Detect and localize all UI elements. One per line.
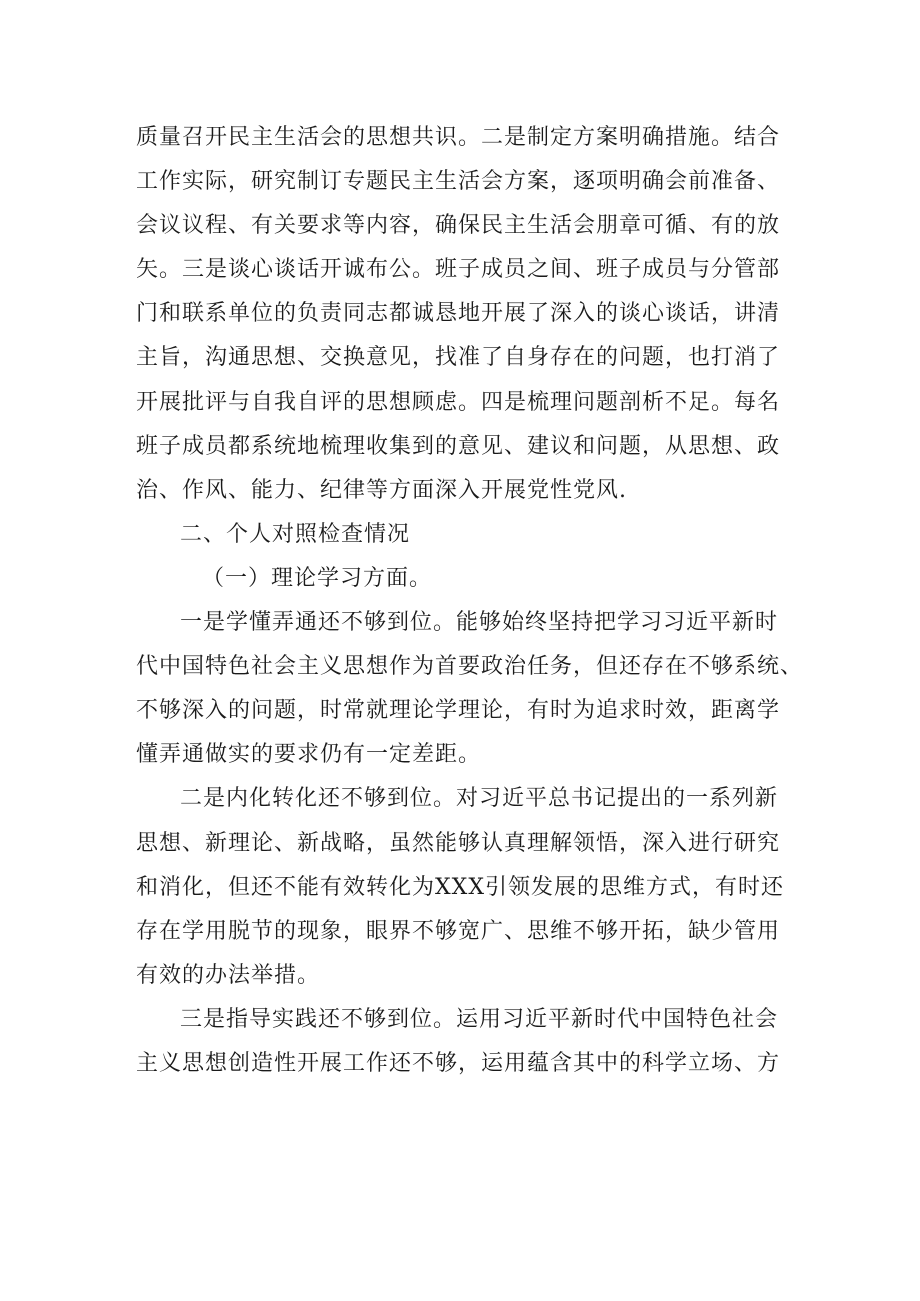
text-line: 代中国特色社会主义思想作为首要政治任务，但还存在不够系统、 — [136, 654, 804, 680]
text-line: 三是指导实践还不够到位。运用习近平新时代中国特色社会 — [180, 1006, 779, 1032]
text-line: 不够深入的问题，时常就理论学理论，有时为追求时效，距离学 — [136, 698, 781, 724]
paragraph-body — [136, 998, 796, 1086]
paragraph-body — [136, 601, 804, 777]
text-line: 有效的办法举措。 — [136, 962, 321, 988]
text-line: 班子成员都系统地梳理收集到的意见、建议和问题，从思想、政 — [136, 433, 781, 459]
heading-text: （一）理论学习方面。 — [202, 565, 433, 591]
text-line: 二是内化转化还不够到位。对习近平总书记提出的一系列新 — [180, 786, 779, 812]
text-line: 质量召开民主生活会的思想共识。二是制定方案明确措施。结合 — [136, 125, 781, 150]
document-body — [136, 116, 804, 1086]
text-line: 思想、新理论、新战略，虽然能够认真理解领悟，深入进行研究 — [136, 830, 781, 856]
text-line: 和消化，但还不能有效转化为XXX引领发展的思维方式，有时还 — [136, 874, 784, 900]
text-line: 存在学用脱节的现象，眼界不够宽广、思维不够开拓，缺少管用 — [136, 918, 781, 944]
paragraph-continuation — [136, 116, 796, 513]
text-line: 主旨，沟通思想、交换意见，找准了自身存在的问题，也打消了 — [136, 345, 781, 371]
text-line: 工作实际，研究制订专题民主生活会方案，逐项明确会前准备、 — [136, 169, 781, 195]
text-line: 开展批评与自我自评的思想顾虑。四是梳理问题剖析不足。每名 — [136, 389, 781, 415]
text-line: 矢。三是谈心谈话开诚布公。班子成员之间、班子成员与分管部 — [136, 257, 781, 283]
text-line: 治、作风、能力、纪律等方面深入开展党性党风. — [136, 477, 627, 503]
text-line: 主义思想创造性开展工作还不够，运用蕴含其中的科学立场、方 — [136, 1050, 781, 1076]
text-line: 门和联系单位的负责同志都诚恳地开展了深入的谈心谈话，讲清 — [136, 301, 781, 327]
text-line: 懂弄通做实的要求仍有一定差距。 — [136, 742, 482, 768]
paragraph-body — [136, 777, 796, 997]
heading-text: 二、个人对照检查情况 — [180, 521, 411, 547]
text-line: 会议议程、有关要求等内容，确保民主生活会朋章可循、有的放 — [136, 213, 781, 239]
section-heading — [136, 513, 796, 557]
text-line: 一是学懂弄通还不够到位。能够始终坚持把学习习近平新时 — [180, 610, 779, 636]
subsection-heading — [136, 557, 796, 601]
